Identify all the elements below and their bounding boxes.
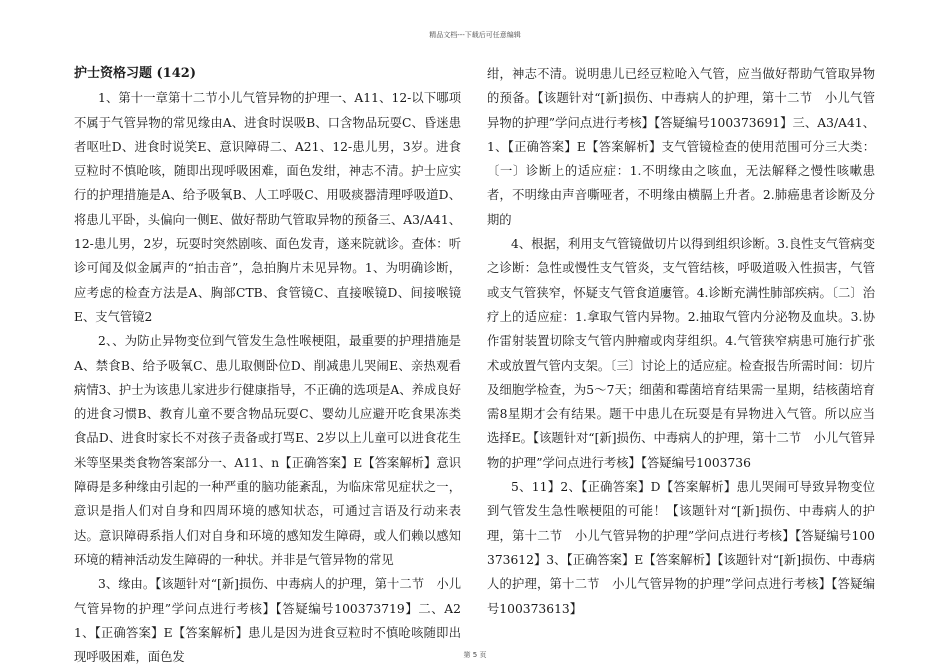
document-title: 护士资格习题 (142)	[74, 66, 196, 81]
paragraph: 2、、为防止异物变位到气管发生急性喉梗阻，最重要的护理措施是A、禁食B、给予吸氧C、患儿取侧卧位D、削减患儿哭闹E、亲热观看病情3、护士为该患儿家进步行健康指导，不正确的选项是A、养成良好的进食习惯B、教育儿童不要含物品玩耍C、婴幼儿应避开吃食果冻类食品D、进食时家长不对孩子责备或打骂E、2岁以上儿童可以进食花生米等坚果类食物答案部分一、A11、n【正确答案】E【答案解析】意识障碍是多种缘由引起的一种严重的脑功能紊乱，为临床常见症状之一，意识是指人们对自身和四周环境的感知状态，可通过言语及行动来表达。意识障碍系指人们对自身和环境的感知发生障碍，或人们赖以感知环境的精神活动发生障碍的一种状。并非是气管异物的常见	[74, 334, 461, 567]
paragraph: 5、11】2、【正确答案】D【答案解析】患儿哭闹可导致异物变位到气管发生急性喉梗阻的可能！【该题针对“[新]损伤、中毒病人的护理，第十二节 小儿气管异物的护理”学问点进行考核】【答疑编号100373612】3、【正确答案】E【答案解析】【该题针对“[新]损伤、中毒病人的护理，第十二节 小儿气管异物的护理”学问点进行考核】【答疑编号100373613】	[487, 480, 875, 616]
paragraph: 1、第十一章第十二节小儿气管异物的护理一、A11、12-以下哪项不属于气管异物的常见缘由A、进食时误吸B、口含物品玩耍C、昏迷患者呕吐D、进食时说笑E、意识障碍二、A21、12-患儿男，3岁。进食豆粒时不慎呛咳，随即出现呼吸困难，面色发绀，神志不清。护士应实行的护理措施是A、给予吸氧B、人工呼吸C、用吸痰器清理呼吸道D、将患儿平卧，头偏向一侧E、做好帮助气管取异物的预备三、A3/A41、12-患儿男，2岁，玩耍时突然剧咳、面色发青，遂来院就诊。查体：听诊可闻及似金属声的“拍击音”，急拍胸片未见异物。1、为明确诊断，应考虑的检查方法是A、胸部CTB、食管镜C、直接喉镜D、间接喉镜E、支气管镜2	[74, 91, 461, 324]
paragraph: 4、根据，利用支气管镜做切片以得到组织诊断。3.良性支气管病变之诊断：急性或慢性支气管炎，支气管结核，呼吸道吸入性损害，气管或支气管狭窄，怀疑支气管食道廔管。4.诊断充满性肺部疾病。〔二〕治疗上的适应症：1.拿取气管内异物。2.抽取气管内分泌物及血块。3.协作雷射装置切除支气管内肿瘤或肉芽组织。4.气管狭窄病患可施行扩张术或放置气管内支架。〔三〕讨论上的适应症。检查报告所需时间：切片及细胞学检查，为5～7天；细菌和霉菌培育结果需一星期，结核菌培育需8星期才会有结果。题干中患儿在玩耍是有异物进入气管。所以应当选择E。【该题针对“[新]损伤、中毒病人的护理，第十二节 小儿气管异物的护理”学问点进行考核】【答疑编号1003736	[487, 237, 875, 470]
paragraph: 3、缘由。【该题针对“[新]损伤、中毒病人的护理，第十二节 小儿气管异物的护理”学问点进行考核】【答疑编号100373719】二、A21、【正确答案】E【答案解析】患儿是因为进食豆粒时不慎呛咳随即出现呼吸困难，面色发	[74, 577, 461, 665]
right-column	[487, 62, 875, 621]
page-number: 第 5 页	[463, 651, 487, 659]
page-header: 精品文档---下载后可任意编辑	[429, 31, 521, 39]
paragraph: 绀，神志不清。说明患儿已经豆粒呛入气管，应当做好帮助气管取异物的预备。【该题针对“[新]损伤、中毒病人的护理，第十二节 小儿气管异物的护理”学问点进行考核】【答疑编号100373691】三、A3/A41、1、【正确答案】E【答案解析】支气管镜检查的使用范围可分三大类：〔一〕诊断上的适应症：1.不明缘由之咳血，无法解释之慢性咳嗽患者，不明缘由声音嘶哑者，不明缘由横膈上升者。2.肺癌患者诊断及分期的	[487, 67, 875, 227]
left-column	[74, 62, 461, 669]
